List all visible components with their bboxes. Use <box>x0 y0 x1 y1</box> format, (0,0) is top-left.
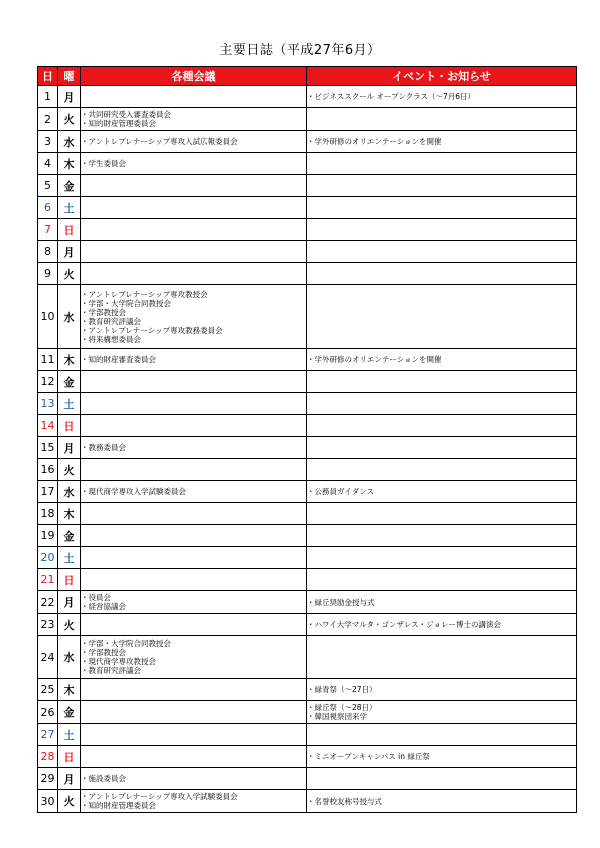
events-cell <box>307 614 577 636</box>
events-cell <box>307 525 577 547</box>
weekday-label: 月 <box>58 241 81 263</box>
day-row <box>38 459 577 481</box>
meetings-cell <box>81 393 307 415</box>
event-item: ・韓国視察団来学 <box>307 712 367 721</box>
meeting-item: ・施設委員会 <box>81 774 126 783</box>
day-number: 10 <box>38 285 58 349</box>
meeting-item: ・知的財産管理委員会 <box>81 119 156 128</box>
meeting-item: ・学生委員会 <box>81 159 126 168</box>
meetings-cell <box>81 768 307 790</box>
day-number: 2 <box>38 108 58 131</box>
header-weekday: 曜 <box>58 67 81 86</box>
event-item: ・ハワイ大学マルタ・ゴンザレス・ジョレー博士の講演会 <box>307 620 501 629</box>
day-number: 19 <box>38 525 58 547</box>
meetings-cell <box>81 175 307 197</box>
schedule-body <box>38 86 577 813</box>
event-item: ・公務員ガイダンス <box>307 487 375 496</box>
meeting-item: ・知的財産管理委員会 <box>81 801 156 810</box>
meeting-item: ・アントレプレナーシップ専攻入試広報委員会 <box>81 137 238 146</box>
event-item: ・学外研修のオリエンテーションを開催 <box>307 355 442 364</box>
day-number: 22 <box>38 591 58 614</box>
event-item: ・ミニオープンキャンパス in 緑丘祭 <box>307 752 430 761</box>
weekday-label: 土 <box>58 724 81 746</box>
meeting-item: ・役員会 <box>81 593 111 602</box>
events-cell <box>307 371 577 393</box>
meetings-cell <box>81 197 307 219</box>
meetings-cell <box>81 614 307 636</box>
meetings-cell <box>81 86 307 108</box>
meetings-cell <box>81 679 307 701</box>
weekday-label: 火 <box>58 459 81 481</box>
meetings-cell <box>81 746 307 768</box>
day-number: 23 <box>38 614 58 636</box>
weekday-label: 金 <box>58 701 81 724</box>
meeting-item: ・経営協議会 <box>81 602 126 611</box>
meetings-cell <box>81 241 307 263</box>
events-cell <box>307 746 577 768</box>
weekday-label: 日 <box>58 415 81 437</box>
events-cell <box>307 503 577 525</box>
day-row <box>38 547 577 569</box>
event-item: ・緑丘祭（～28日） <box>307 703 377 712</box>
weekday-label: 木 <box>58 349 81 371</box>
day-row <box>38 285 577 349</box>
day-row <box>38 724 577 746</box>
weekday-label: 火 <box>58 263 81 285</box>
day-row <box>38 393 577 415</box>
day-number: 13 <box>38 393 58 415</box>
meetings-cell <box>81 525 307 547</box>
events-cell <box>307 393 577 415</box>
events-cell <box>307 131 577 153</box>
meetings-cell <box>81 459 307 481</box>
events-cell <box>307 263 577 285</box>
day-number: 16 <box>38 459 58 481</box>
day-number: 5 <box>38 175 58 197</box>
events-cell <box>307 459 577 481</box>
day-number: 29 <box>38 768 58 790</box>
day-number: 3 <box>38 131 58 153</box>
events-cell <box>307 569 577 591</box>
weekday-label: 水 <box>58 636 81 679</box>
day-row <box>38 86 577 108</box>
weekday-label: 月 <box>58 437 81 459</box>
meeting-item: ・学部教授会 <box>81 648 126 657</box>
day-row <box>38 746 577 768</box>
day-row <box>38 371 577 393</box>
events-cell <box>307 636 577 679</box>
day-number: 25 <box>38 679 58 701</box>
day-number: 17 <box>38 481 58 503</box>
events-cell <box>307 219 577 241</box>
weekday-label: 金 <box>58 525 81 547</box>
day-number: 11 <box>38 349 58 371</box>
meetings-cell <box>81 790 307 813</box>
event-item: ・緑丘奨励金授与式 <box>307 597 375 607</box>
weekday-label: 木 <box>58 503 81 525</box>
meetings-cell <box>81 131 307 153</box>
day-row <box>38 153 577 175</box>
weekday-label: 日 <box>58 219 81 241</box>
events-cell <box>307 547 577 569</box>
meetings-cell <box>81 701 307 724</box>
meetings-cell <box>81 371 307 393</box>
meetings-cell <box>81 569 307 591</box>
day-row <box>38 525 577 547</box>
meetings-cell <box>81 153 307 175</box>
weekday-label: 日 <box>58 569 81 591</box>
day-number: 20 <box>38 547 58 569</box>
weekday-label: 火 <box>58 614 81 636</box>
events-cell <box>307 437 577 459</box>
weekday-label: 金 <box>58 371 81 393</box>
meetings-cell <box>81 481 307 503</box>
meeting-item: ・教育研究評議会 <box>81 666 141 675</box>
day-row <box>38 241 577 263</box>
header-row <box>38 67 577 86</box>
meetings-cell <box>81 415 307 437</box>
meeting-item: ・教務委員会 <box>81 443 126 452</box>
event-item: ・学外研修のオリエンテーションを開催 <box>307 137 442 146</box>
day-number: 1 <box>38 86 58 108</box>
day-row <box>38 437 577 459</box>
weekday-label: 土 <box>58 393 81 415</box>
weekday-label: 月 <box>58 768 81 790</box>
event-item: ・ビジネススクール オープンクラス（～7月6日） <box>307 92 476 101</box>
day-number: 30 <box>38 790 58 813</box>
meeting-item: ・将来構想委員会 <box>81 334 141 344</box>
weekday-label: 水 <box>58 481 81 503</box>
meeting-item: ・知的財産審査委員会 <box>81 355 156 364</box>
day-number: 8 <box>38 241 58 263</box>
day-row <box>38 349 577 371</box>
weekday-label: 日 <box>58 746 81 768</box>
meetings-cell <box>81 591 307 614</box>
meetings-cell <box>81 503 307 525</box>
header-events: イベント・お知らせ <box>307 67 577 86</box>
header-meetings: 各種会議 <box>81 67 307 86</box>
day-row <box>38 503 577 525</box>
day-row <box>38 197 577 219</box>
events-cell <box>307 701 577 724</box>
weekday-label: 金 <box>58 175 81 197</box>
day-row <box>38 636 577 679</box>
meeting-item: ・共同研究受入審査委員会 <box>81 110 171 119</box>
day-number: 28 <box>38 746 58 768</box>
events-cell <box>307 108 577 131</box>
events-cell <box>307 679 577 701</box>
day-number: 6 <box>38 197 58 219</box>
day-number: 4 <box>38 153 58 175</box>
day-row <box>38 679 577 701</box>
meetings-cell <box>81 285 307 349</box>
events-cell <box>307 349 577 371</box>
day-row <box>38 415 577 437</box>
events-cell <box>307 591 577 614</box>
meeting-item: ・現代商学専攻入学試験委員会 <box>81 487 186 496</box>
day-row <box>38 108 577 131</box>
day-row <box>38 131 577 153</box>
weekday-label: 木 <box>58 679 81 701</box>
events-cell <box>307 481 577 503</box>
events-cell <box>307 415 577 437</box>
meetings-cell <box>81 219 307 241</box>
schedule-table <box>37 66 577 813</box>
events-cell <box>307 153 577 175</box>
day-number: 24 <box>38 636 58 679</box>
weekday-label: 水 <box>58 285 81 349</box>
day-number: 18 <box>38 503 58 525</box>
weekday-label: 火 <box>58 108 81 131</box>
weekday-label: 月 <box>58 591 81 614</box>
weekday-label: 土 <box>58 197 81 219</box>
event-item: ・名誉校友称号授与式 <box>307 796 382 806</box>
meeting-item: ・学部・大学院合同教授会 <box>81 639 171 648</box>
day-row <box>38 263 577 285</box>
events-cell <box>307 285 577 349</box>
weekday-label: 水 <box>58 131 81 153</box>
events-cell <box>307 241 577 263</box>
day-number: 14 <box>38 415 58 437</box>
weekday-label: 土 <box>58 547 81 569</box>
meeting-item: ・学部教授会 <box>81 307 126 317</box>
day-row <box>38 701 577 724</box>
day-number: 15 <box>38 437 58 459</box>
day-row <box>38 219 577 241</box>
meetings-cell <box>81 263 307 285</box>
day-row <box>38 768 577 790</box>
day-number: 27 <box>38 724 58 746</box>
day-number: 26 <box>38 701 58 724</box>
day-number: 21 <box>38 569 58 591</box>
meeting-item: ・教育研究評議会 <box>81 316 141 326</box>
day-row <box>38 481 577 503</box>
events-cell <box>307 790 577 813</box>
day-row <box>38 175 577 197</box>
events-cell <box>307 86 577 108</box>
header-day: 日 <box>38 67 58 86</box>
meeting-item: ・アントレプレナーシップ専攻教務委員会 <box>81 325 223 335</box>
page-title: 主要日誌（平成27年6月） <box>219 43 381 58</box>
weekday-label: 火 <box>58 790 81 813</box>
day-row <box>38 591 577 614</box>
meetings-cell <box>81 724 307 746</box>
day-number: 9 <box>38 263 58 285</box>
day-row <box>38 569 577 591</box>
meeting-item: ・アントレプレナーシップ専攻入学試験委員会 <box>81 792 238 801</box>
weekday-label: 月 <box>58 86 81 108</box>
meetings-cell <box>81 349 307 371</box>
meetings-cell <box>81 636 307 679</box>
meeting-item: ・現代商学専攻教授会 <box>81 657 156 666</box>
event-item: ・緑青祭（～27日） <box>307 685 377 694</box>
events-cell <box>307 175 577 197</box>
meetings-cell <box>81 437 307 459</box>
meetings-cell <box>81 547 307 569</box>
events-cell <box>307 768 577 790</box>
meetings-cell <box>81 108 307 131</box>
meeting-item: ・学部・大学院合同教授会 <box>81 298 171 308</box>
day-number: 12 <box>38 371 58 393</box>
meeting-item: ・アントレプレナーシップ専攻教授会 <box>81 289 208 299</box>
day-row <box>38 614 577 636</box>
events-cell <box>307 197 577 219</box>
weekday-label: 木 <box>58 153 81 175</box>
day-row <box>38 790 577 813</box>
day-number: 7 <box>38 219 58 241</box>
events-cell <box>307 724 577 746</box>
